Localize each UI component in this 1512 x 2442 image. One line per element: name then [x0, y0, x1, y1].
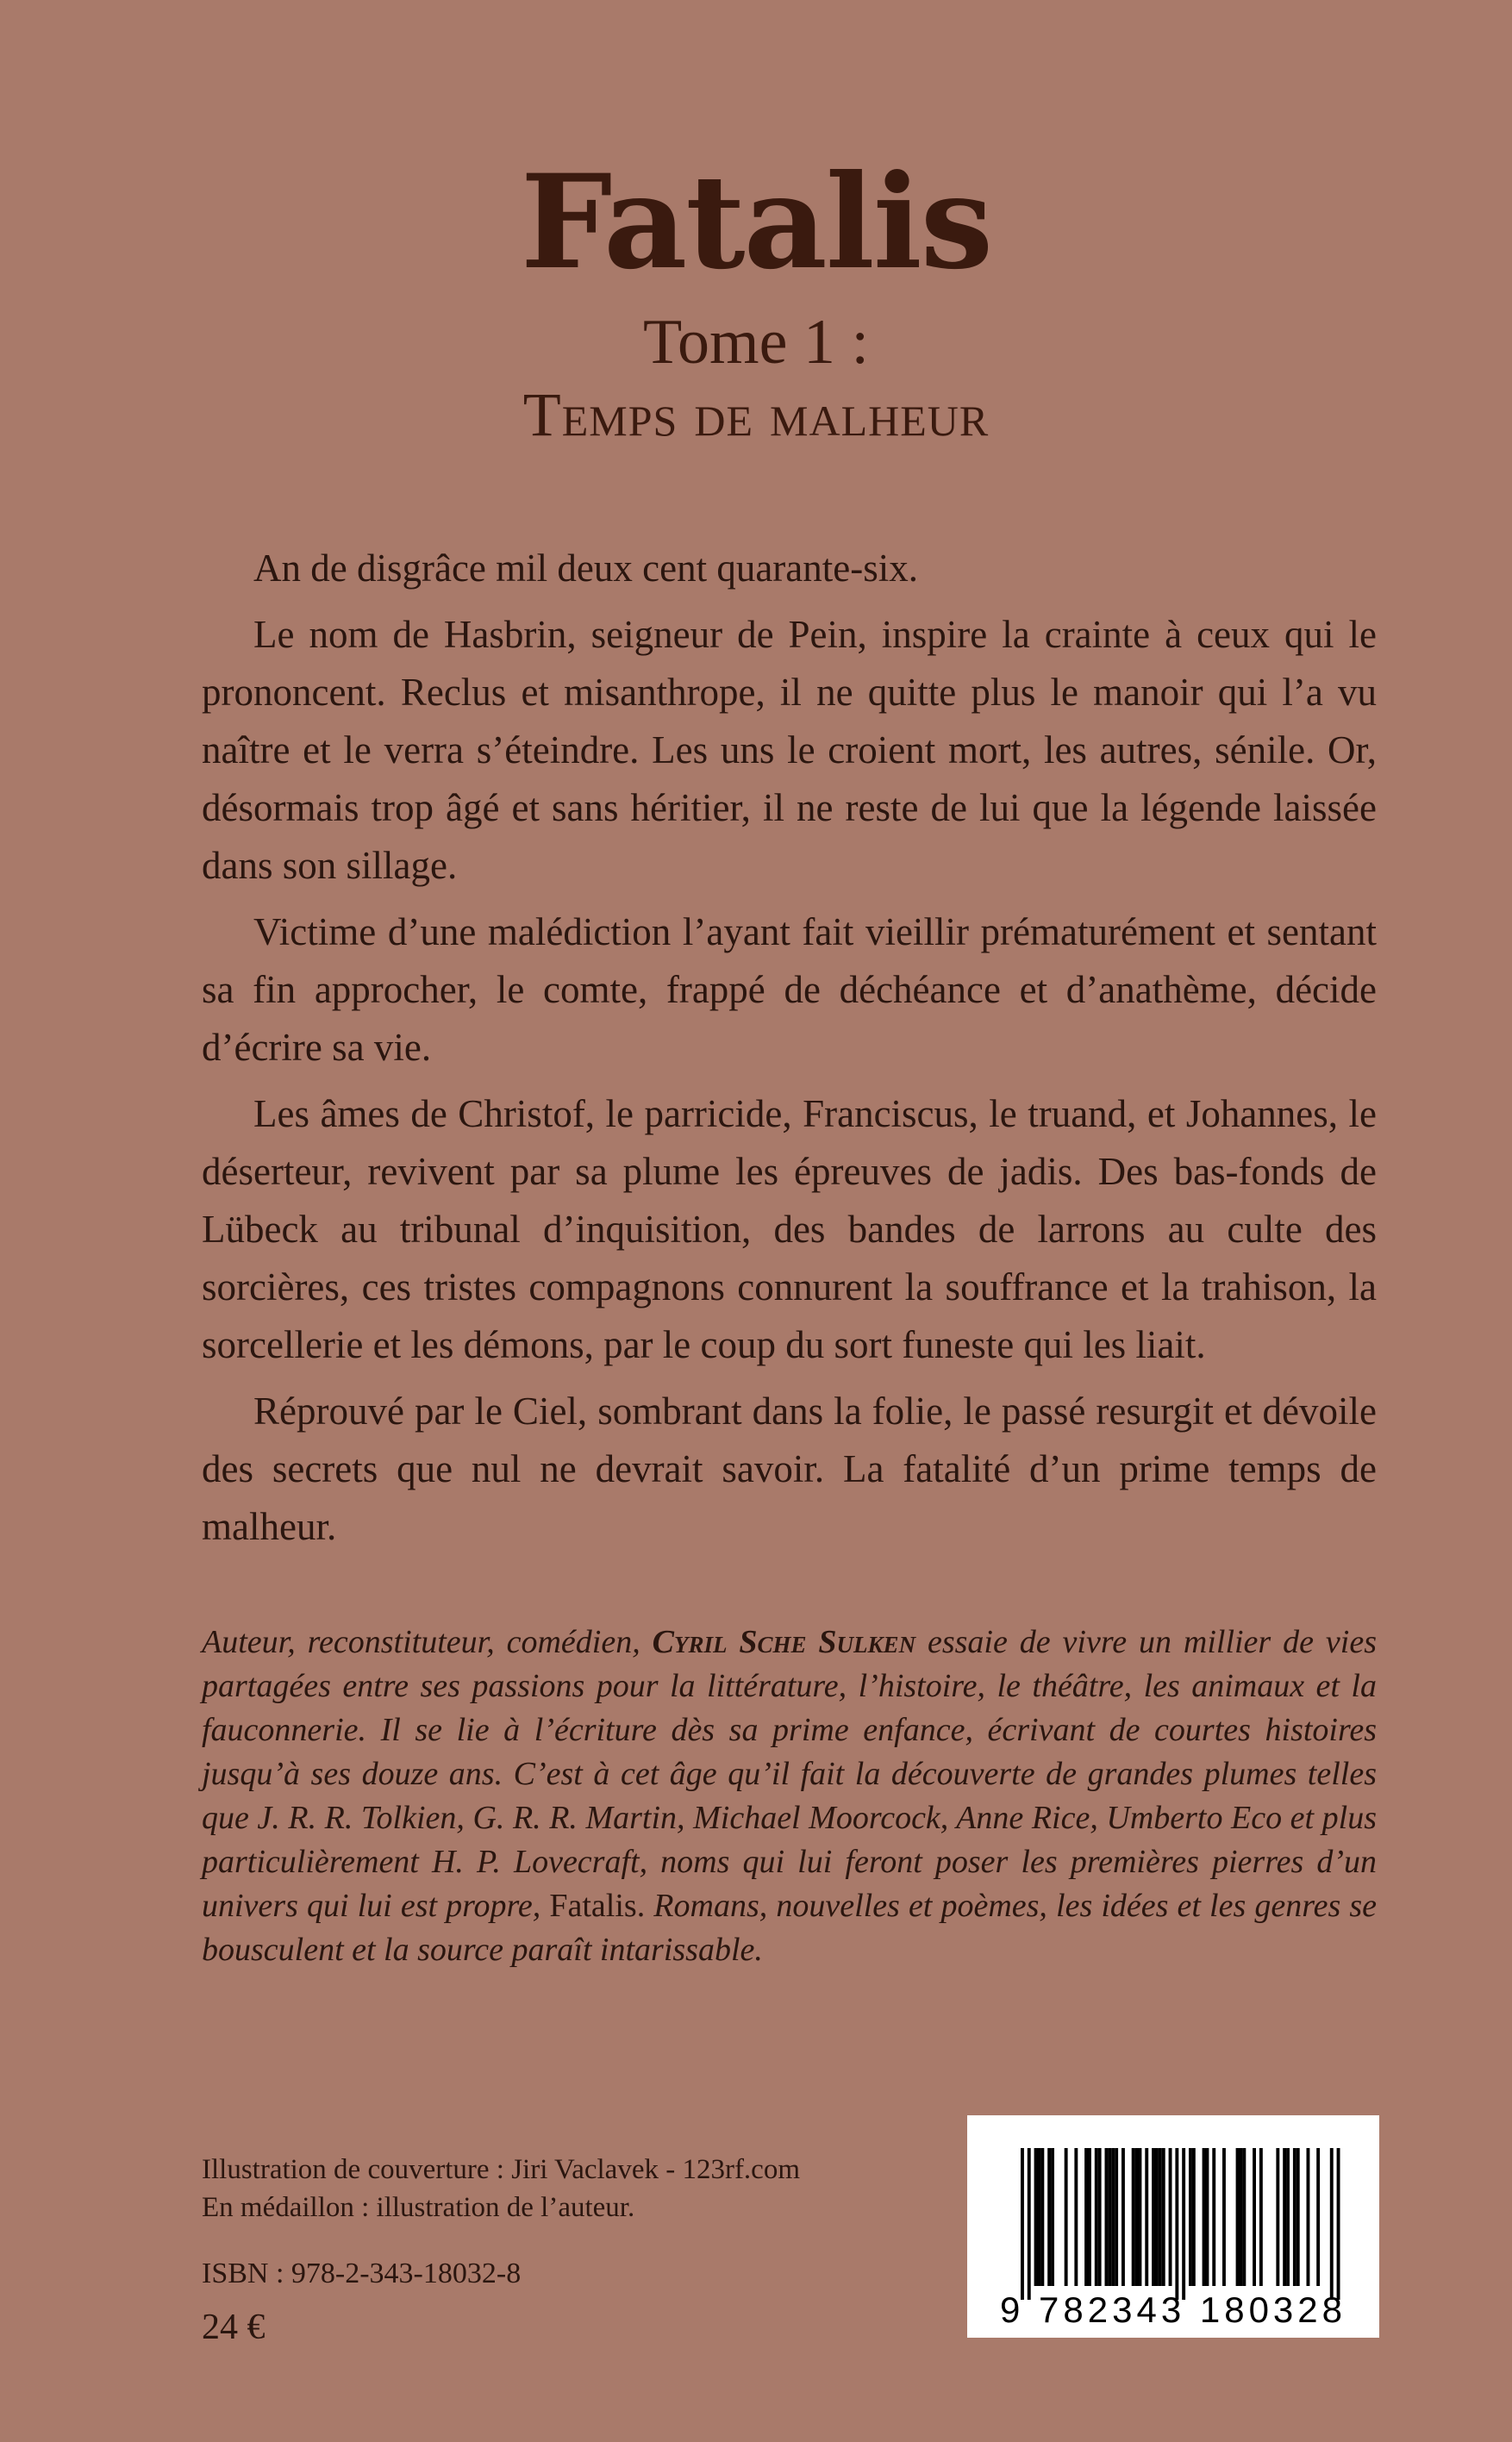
barcode-bar — [1286, 2148, 1290, 2286]
barcode-bar — [1105, 2148, 1109, 2286]
barcode-bar — [1330, 2148, 1334, 2300]
synopsis-paragraph: Le nom de Hasbrin, seigneur de Pein, inspire la crainte à ceux qui le prononcent. Reclus et misanthrope, il ne quitte plus le manoir qui l’a vu naître et le verra s’éteindre. Les uns le croient mort, les autres, sénile. Or, désormais trop âgé et sans héritier, il ne reste de lui que la légende laissée dans son sillage. — [202, 613, 1377, 887]
barcode-bar — [1203, 2148, 1206, 2286]
barcode-bar — [1337, 2148, 1340, 2300]
barcode-bar — [1132, 2148, 1135, 2286]
barcode-bar — [1152, 2148, 1155, 2286]
barcode-bar — [1028, 2148, 1031, 2300]
barcode-bar — [1276, 2148, 1279, 2286]
price: 24 € — [202, 2308, 266, 2347]
barcode-bar — [1122, 2148, 1125, 2286]
barcode-bar — [1040, 2148, 1044, 2286]
barcode-bar — [1259, 2148, 1263, 2286]
barcode-bar — [1296, 2148, 1300, 2286]
barcode-bar — [1038, 2148, 1041, 2286]
barcode-bar — [1242, 2148, 1246, 2286]
barcode-bar — [1162, 2148, 1165, 2286]
bio-text: Romans, nouvelles et poèmes, les idées et les genres se bousculent et la source paraît intarissable. — [202, 1888, 1378, 1968]
barcode-bar — [1139, 2148, 1142, 2286]
synopsis — [202, 540, 1377, 1565]
bio-text: Auteur, reconstituteur, comédien, — [202, 1624, 653, 1660]
author-biography — [202, 1621, 1377, 1972]
series-name: Fatalis. — [549, 1888, 646, 1924]
synopsis-paragraph: Les âmes de Christof, le parricide, Franciscus, le truand, et Johannes, le déserteur, revivent par sa plume les épreuves de jadis. Des bas-fonds de Lübeck au tribunal d’inquisition, des bandes de larrons au culte des sorcières, ces tristes compagnons connurent la souffrance et la trahison, la sorcellerie et les démons, par le coup du sort funeste qui les liait. — [202, 1092, 1377, 1366]
barcode-bar — [1159, 2148, 1162, 2286]
barcode — [967, 2115, 1379, 2338]
barcode-bar — [1175, 2148, 1178, 2300]
barcode-bar — [1115, 2148, 1118, 2286]
barcode-bar — [1034, 2148, 1038, 2286]
barcode-digits: 9 782343 180328 — [1000, 2289, 1346, 2330]
cover-illustration-credit: Illustration de couverture : Jiri Vaclavek - 123rf.com — [202, 2154, 800, 2185]
barcode-bar — [1293, 2148, 1296, 2286]
barcode-bar — [1192, 2148, 1196, 2286]
book-title: Fatalis — [520, 147, 992, 298]
barcode-bar — [1108, 2148, 1111, 2286]
barcode-bar — [1206, 2148, 1209, 2286]
barcode-bar — [1111, 2148, 1115, 2286]
barcode-bar — [1212, 2148, 1215, 2286]
barcode-bar — [1135, 2148, 1139, 2286]
barcode-bar — [1253, 2148, 1256, 2286]
barcode-bar — [1189, 2148, 1192, 2286]
volume-title: Temps de malheur — [522, 380, 990, 449]
synopsis-paragraph: Victime d’une malédiction l’ayant fait vieillir prématurément et sentant sa fin approcher, le comte, frappé de déchéance et d’anathème, décide d’écrire sa vie. — [202, 910, 1377, 1069]
isbn: ISBN : 978-2-343-18032-8 — [202, 2258, 522, 2289]
barcode-bar — [1065, 2148, 1068, 2286]
volume-label: Tome 1 : — [643, 307, 869, 378]
barcode-bar — [1307, 2148, 1310, 2286]
barcode-bar — [1084, 2148, 1088, 2286]
barcode-bar — [1316, 2148, 1320, 2286]
barcode-bar — [1098, 2148, 1102, 2286]
barcode-bar — [1051, 2148, 1054, 2286]
barcode-bar — [1074, 2148, 1078, 2286]
barcode-bar — [1145, 2148, 1148, 2286]
barcode-bar — [1155, 2148, 1159, 2286]
barcode-bar — [1283, 2148, 1286, 2286]
barcode-bar — [1240, 2148, 1243, 2286]
credits — [202, 2151, 800, 2227]
barcode-bar — [1095, 2148, 1098, 2286]
barcode-bar — [1169, 2148, 1172, 2286]
medallion-credit: En médaillon : illustration de l’auteur. — [202, 2192, 635, 2223]
bio-text: essaie de vivre un millier de vies partagées entre ses passions pour la littérature, l’histoire, le théâtre, les animaux et la fauconnerie. Il se lie à l’écriture dès sa prime enfance, écrivant de courtes histoires jusqu’à ses douze ans. C’est à cet âge qu’il fait la découverte de grandes plumes telles que J. R. R. Tolkien, G. R. R. Martin, Michael Moorcock, Anne Rice, Umberto Eco et plus particulièrement H. P. Lovecraft, noms qui lui feront poser les premières pierres d’un univers qui lui est propre, — [202, 1624, 1377, 1924]
barcode-bar — [1222, 2148, 1226, 2286]
author-name: Cyril Sche Sulken — [652, 1624, 916, 1660]
synopsis-paragraph: Réprouvé par le Ciel, sombrant dans la folie, le passé resurgit et dévoile des secrets que nul ne devrait savoir. La fatalité d’un prime temps de malheur. — [202, 1390, 1377, 1548]
barcode-bar — [1182, 2148, 1185, 2300]
barcode-bar — [1236, 2148, 1240, 2286]
barcode-bar — [1047, 2148, 1051, 2286]
barcode-bar — [1088, 2148, 1091, 2286]
synopsis-paragraph: An de disgrâce mil deux cent quarante-six. — [253, 546, 918, 590]
barcode-bar — [1021, 2148, 1024, 2300]
